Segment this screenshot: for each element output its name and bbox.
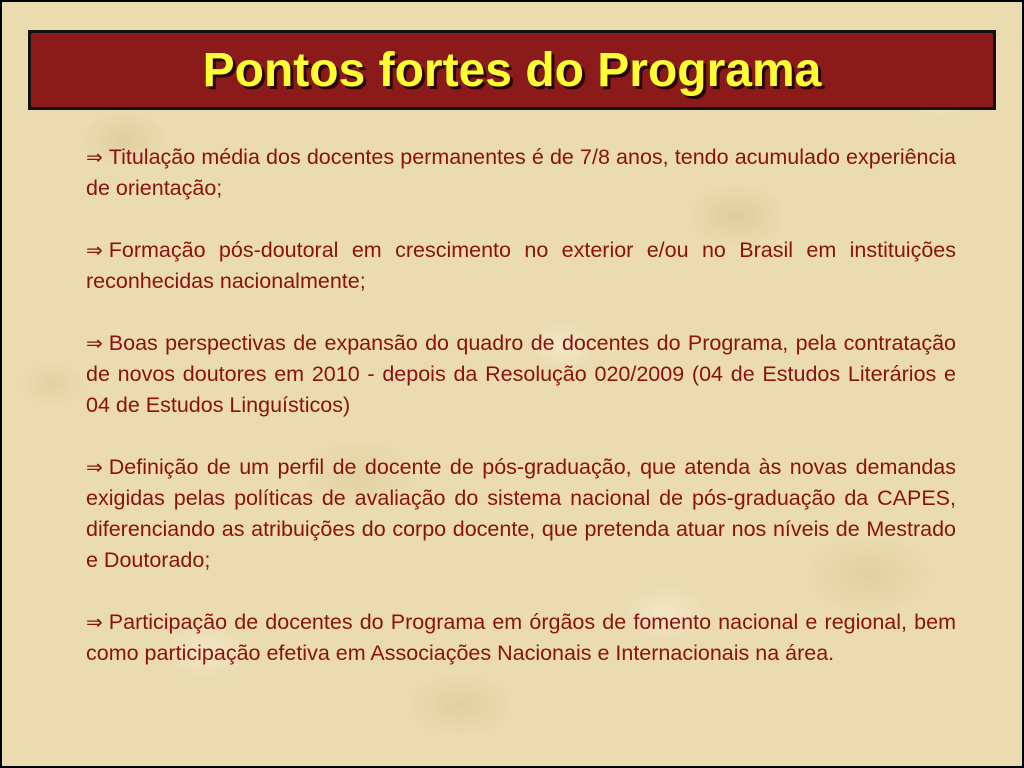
bullet-text: Boas perspectivas de expansão do quadro de docentes do Programa, pela contratação de novos doutores em 2010 - depois da Resolução 020/2009 (04 de Estudos Literários e 04 de Estudos Linguísticos) [86, 331, 956, 417]
implies-arrow-icon: ⇒ [86, 455, 103, 479]
bullet-item [86, 142, 956, 204]
bullet-text: Titulação média dos docentes permanentes é de 7/8 anos, tendo acumulado experiência de orientação; [86, 145, 956, 200]
implies-arrow-icon: ⇒ [86, 610, 103, 634]
slide [2, 2, 1022, 766]
bullet-item [86, 328, 956, 421]
bullet-text: Formação pós-doutoral em crescimento no exterior e/ou no Brasil em instituições reconhecidas nacionalmente; [86, 238, 956, 293]
bullet-item [86, 452, 956, 576]
bullet-text: Participação de docentes do Programa em órgãos de fomento nacional e regional, bem como participação efetiva em Associações Nacionais e Internacionais na área. [86, 610, 956, 665]
slide-title: Pontos fortes do Programa [202, 43, 822, 97]
implies-arrow-icon: ⇒ [86, 145, 103, 169]
bullet-text: Definição de um perfil de docente de pós-graduação, que atenda às novas demandas exigidas pelas políticas de avaliação do sistema nacional de pós-graduação da CAPES, diferenciando as atribuições do corpo docente, que pretenda atuar nos níveis de Mestrado e Doutorado; [86, 455, 956, 572]
bullet-list [86, 142, 956, 700]
bullet-item [86, 235, 956, 297]
bullet-item [86, 607, 956, 669]
implies-arrow-icon: ⇒ [86, 238, 103, 262]
implies-arrow-icon: ⇒ [86, 331, 103, 355]
title-banner [28, 30, 996, 110]
